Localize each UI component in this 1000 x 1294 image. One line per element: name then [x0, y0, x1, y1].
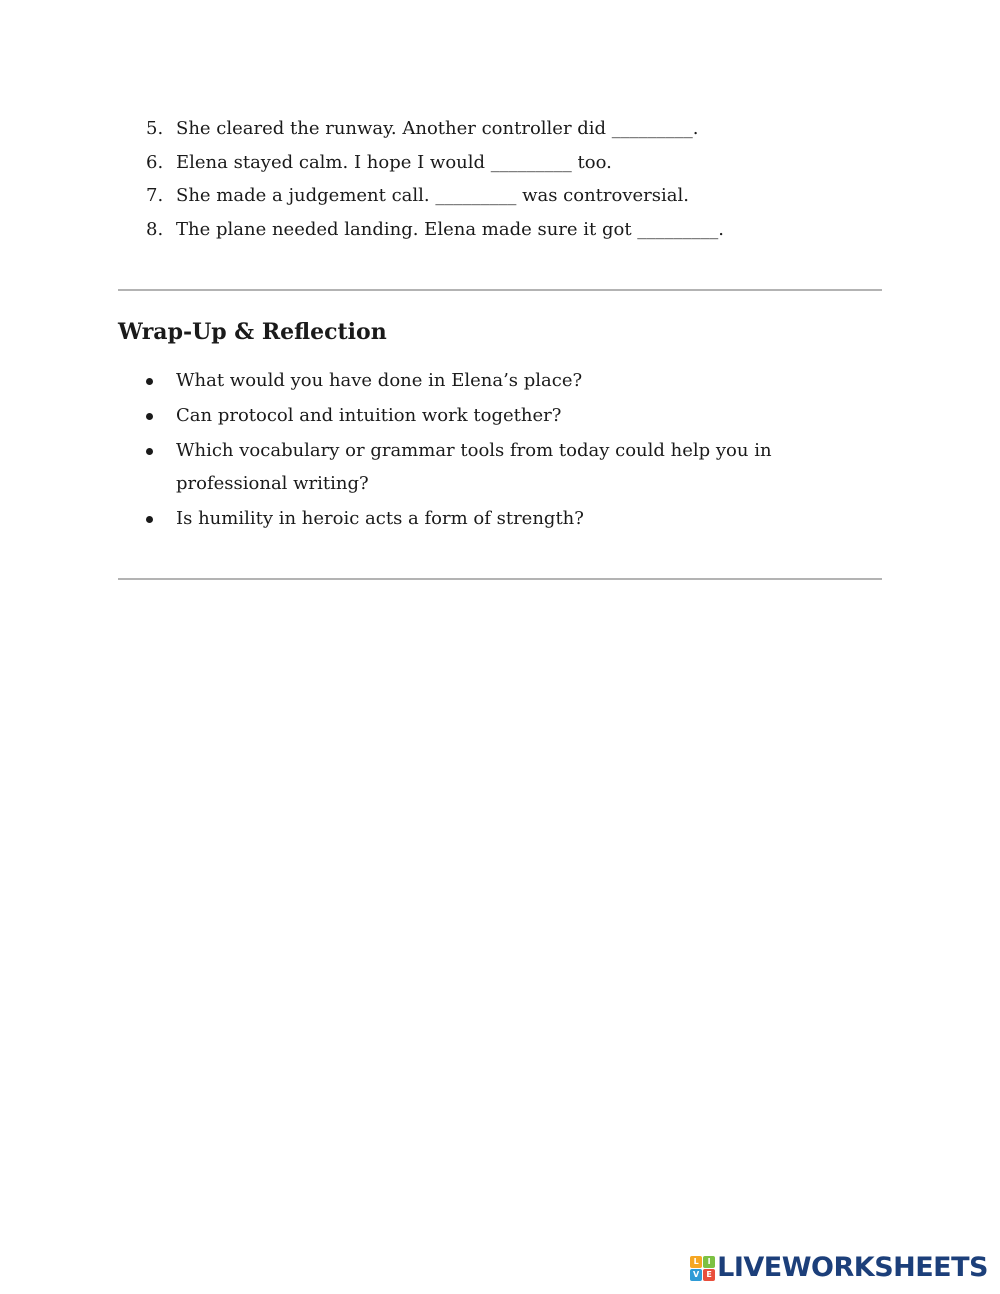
- bullet-icon: [146, 413, 153, 420]
- logo-tile: E: [703, 1269, 715, 1281]
- brand-logo: [690, 1252, 988, 1284]
- logo-tile: V: [690, 1269, 702, 1281]
- logo-text: LIVEWORKSHEETS: [717, 1252, 988, 1283]
- list-item: [118, 399, 882, 432]
- list-item: [118, 213, 888, 247]
- logo-icon: [690, 1256, 715, 1281]
- item-text: She made a judgement call. _________ was controversial.: [176, 185, 689, 206]
- item-text: Is humility in heroic acts a form of strength?: [176, 508, 584, 529]
- section-heading: Wrap-Up & Reflection: [118, 319, 387, 345]
- item-number: 5.: [146, 118, 164, 139]
- list-item: [118, 146, 888, 180]
- item-number: 7.: [146, 185, 164, 206]
- bullet-icon: [146, 516, 153, 523]
- list-item: [118, 179, 888, 213]
- item-text: Elena stayed calm. I hope I would _________ too.: [176, 151, 612, 173]
- question-list: [118, 112, 888, 246]
- section-divider: [118, 578, 882, 580]
- item-number: 8.: [146, 218, 164, 240]
- logo-tile: I: [703, 1256, 715, 1268]
- item-text: The plane needed landing. Elena made sure it got _________.: [176, 218, 725, 240]
- item-text: She cleared the runway. Another controller did _________.: [176, 118, 699, 139]
- list-item: [118, 112, 888, 146]
- list-item: [118, 434, 882, 500]
- item-text: What would you have done in Elena’s place?: [176, 370, 583, 391]
- bullet-icon: [146, 448, 153, 455]
- reflection-list: [118, 364, 882, 537]
- list-item: [118, 502, 882, 535]
- item-number: 6.: [146, 151, 164, 173]
- item-text: Can protocol and intuition work together?: [176, 405, 562, 426]
- section-divider: [118, 289, 882, 291]
- list-item: [118, 364, 882, 397]
- item-text: Which vocabulary or grammar tools from today could help you in professional writing?: [176, 440, 772, 494]
- bullet-icon: [146, 378, 153, 385]
- logo-tile: L: [690, 1256, 702, 1268]
